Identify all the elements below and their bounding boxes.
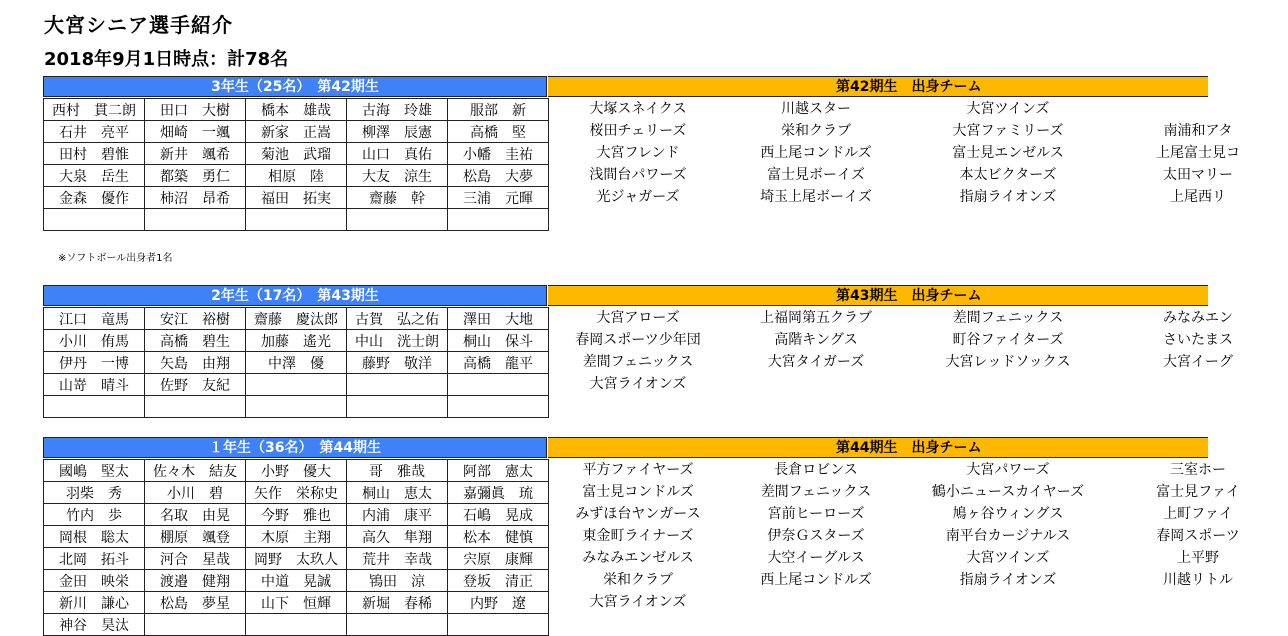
team-name: 富士見ボーイズ xyxy=(767,167,865,183)
players-row xyxy=(44,396,549,418)
player-name-cell xyxy=(448,209,549,231)
player-name-cell: 岡野 太玖人 xyxy=(246,548,347,570)
player-name-cell: 新川 謙心 xyxy=(44,592,145,614)
player-name-cell: 都築 勇仁 xyxy=(145,165,246,187)
team-name: 西上尾コンドルズ xyxy=(760,145,872,161)
player-name-cell: 石嶋 晃成 xyxy=(448,504,549,526)
player-name-cell: 金田 映栄 xyxy=(44,570,145,592)
team-name: 上尾富士見コ xyxy=(1156,145,1240,161)
players-row xyxy=(44,352,549,374)
section-header xyxy=(43,76,1200,98)
player-name-cell: 哥 雅哉 xyxy=(347,460,448,482)
section-3rd-year xyxy=(43,76,1240,207)
team-name: 春岡スポーツ少年団 xyxy=(575,332,701,348)
player-name-cell: 菊池 武瑠 xyxy=(246,143,347,165)
player-name-cell: 澤田 大地 xyxy=(448,308,549,330)
team-name: 富士見コンドルズ xyxy=(582,484,694,500)
player-name-cell: 小川 侑馬 xyxy=(44,330,145,352)
player-name-cell: 竹内 歩 xyxy=(44,504,145,526)
player-name-cell: 中澤 優 xyxy=(246,352,347,374)
player-name-cell: 鴇田 涼 xyxy=(347,570,448,592)
player-name-cell xyxy=(44,209,145,231)
players-row xyxy=(44,614,549,636)
team-name: 大宮ツインズ xyxy=(966,550,1050,566)
player-name-cell: 北岡 拓斗 xyxy=(44,548,145,570)
softball-note: ※ソフトボール出身者1名 xyxy=(58,253,173,264)
player-name-cell: 石井 亮平 xyxy=(44,121,145,143)
team-name: 西上尾コンドルズ xyxy=(760,572,872,588)
team-name: 富士見エンゼルス xyxy=(952,145,1064,161)
player-name-cell: 内浦 康平 xyxy=(347,504,448,526)
player-name-cell: 渡邉 健翔 xyxy=(145,570,246,592)
team-row xyxy=(548,503,1248,525)
player-name-cell: 矢島 由翔 xyxy=(145,352,246,374)
team-name: 大塚スネイクス xyxy=(589,101,687,117)
team-name: 浅間台パワーズ xyxy=(589,167,687,183)
player-name-cell: 中山 洸士朗 xyxy=(347,330,448,352)
teams-header-label: 第42期生 出身チーム xyxy=(836,79,982,95)
team-name: 大宮ライオンズ xyxy=(589,594,687,610)
player-name-cell xyxy=(347,209,448,231)
player-name-cell xyxy=(145,209,246,231)
page-subtitle: 2018年9月1日時点：計78名 xyxy=(44,49,289,70)
players-row xyxy=(44,548,549,570)
player-name-cell: 登坂 清正 xyxy=(448,570,549,592)
player-name-cell: 西村 貫二朗 xyxy=(44,99,145,121)
player-name-cell: 中道 晃誠 xyxy=(246,570,347,592)
player-name-cell: 三浦 元暉 xyxy=(448,187,549,209)
section-header xyxy=(43,437,1200,459)
player-name-cell: 大友 涼生 xyxy=(347,165,448,187)
player-name-cell: 阿部 憲太 xyxy=(448,460,549,482)
team-name: 大宮タイガーズ xyxy=(767,354,865,370)
player-name-cell: 山下 恒輝 xyxy=(246,592,347,614)
team-row xyxy=(548,525,1248,547)
players-row xyxy=(44,460,549,482)
players-row xyxy=(44,165,549,187)
player-name-cell: 古賀 弘之佑 xyxy=(347,308,448,330)
teams-header-label: 第44期生 出身チーム xyxy=(836,440,982,456)
player-name-cell: 宍原 康輝 xyxy=(448,548,549,570)
player-name-cell: 柳澤 辰憲 xyxy=(347,121,448,143)
player-name-cell xyxy=(145,614,246,636)
player-name-cell: 福田 拓実 xyxy=(246,187,347,209)
players-row xyxy=(44,504,549,526)
player-name-cell: 小川 碧 xyxy=(145,482,246,504)
team-name: 富士見ファイ xyxy=(1156,484,1240,500)
team-name: 太田マリー xyxy=(1163,167,1233,183)
player-name-cell: 松島 夢星 xyxy=(145,592,246,614)
team-name: 南浦和アタ xyxy=(1163,123,1233,139)
team-name: 上福岡第五クラブ xyxy=(760,310,872,326)
team-name: 平方ファイヤーズ xyxy=(582,462,694,478)
player-name-cell: 神谷 昊汰 xyxy=(44,614,145,636)
team-name: みずほ台ヤンガース xyxy=(575,506,701,522)
players-table xyxy=(43,98,549,231)
team-name: 伊奈Ｇスターズ xyxy=(767,528,865,544)
player-name-cell xyxy=(246,209,347,231)
player-name-cell: 内野 遼 xyxy=(448,592,549,614)
player-name-cell: 大泉 岳生 xyxy=(44,165,145,187)
team-row xyxy=(548,481,1248,503)
teams-header xyxy=(548,285,1208,306)
player-name-cell: 佐々木 結友 xyxy=(145,460,246,482)
player-name-cell: 木原 主翔 xyxy=(246,526,347,548)
player-name-cell: 齋藤 幹 xyxy=(347,187,448,209)
team-name: 大空イーグルス xyxy=(767,550,865,566)
player-name-cell: 新堀 春稀 xyxy=(347,592,448,614)
team-name: 上町ファイ xyxy=(1163,506,1233,522)
player-name-cell: 相原 陸 xyxy=(246,165,347,187)
team-name: 指扇ライオンズ xyxy=(959,189,1057,205)
player-name-cell: 小野 優大 xyxy=(246,460,347,482)
team-name: 大宮ツインズ xyxy=(966,101,1050,117)
section-2nd-year xyxy=(43,285,1233,394)
players-row xyxy=(44,308,549,330)
team-name: 差間フェニックス xyxy=(760,484,872,500)
team-row xyxy=(548,547,1248,569)
team-row xyxy=(548,142,1248,164)
player-name-cell xyxy=(347,374,448,396)
section-1st-year xyxy=(43,437,1240,634)
player-name-cell xyxy=(347,614,448,636)
player-name-cell: 名取 由晃 xyxy=(145,504,246,526)
player-name-cell: 矢作 栄称史 xyxy=(246,482,347,504)
players-row xyxy=(44,526,549,548)
team-row xyxy=(548,351,1248,373)
player-name-cell: 佐野 友紀 xyxy=(145,374,246,396)
team-name: 町谷ファイターズ xyxy=(952,332,1064,348)
player-name-cell: 金森 優作 xyxy=(44,187,145,209)
player-name-cell: 柿沼 昂希 xyxy=(145,187,246,209)
team-row xyxy=(548,329,1248,351)
player-name-cell xyxy=(145,396,246,418)
player-name-cell xyxy=(246,396,347,418)
player-name-cell: 高久 隼翔 xyxy=(347,526,448,548)
player-name-cell xyxy=(347,396,448,418)
team-row xyxy=(548,164,1248,186)
page-title: 大宮シニア選手紹介 xyxy=(44,13,233,37)
players-table xyxy=(43,459,549,636)
player-name-cell xyxy=(246,614,347,636)
team-name: 桜田チェリーズ xyxy=(589,123,687,139)
player-name-cell: 伊丹 一博 xyxy=(44,352,145,374)
players-header: 2年生（17名） 第43期生 xyxy=(43,285,547,306)
players-table xyxy=(43,307,549,418)
player-name-cell: 畑崎 一颯 xyxy=(145,121,246,143)
team-name: 指扇ライオンズ xyxy=(959,572,1057,588)
team-name: 栄和クラブ xyxy=(603,572,673,588)
team-row xyxy=(548,307,1248,329)
teams-header xyxy=(548,437,1208,458)
team-name: 大宮レッドソックス xyxy=(945,354,1071,370)
team-name: 大宮ファミリーズ xyxy=(952,123,1064,139)
player-name-cell xyxy=(448,614,549,636)
players-row xyxy=(44,482,549,504)
team-name: 宮前ヒーローズ xyxy=(767,506,865,522)
team-name: 鶴小ニュースカイヤーズ xyxy=(931,484,1085,500)
team-name: みなみエン xyxy=(1163,310,1233,326)
team-name: 差間フェニックス xyxy=(952,310,1064,326)
player-name-cell: 古海 玲雄 xyxy=(347,99,448,121)
teams-header xyxy=(548,76,1208,97)
team-name: 大宮イーグ xyxy=(1163,354,1233,370)
team-name: 川越リトル xyxy=(1163,572,1233,588)
players-row xyxy=(44,143,549,165)
player-name-cell: 高橋 堅 xyxy=(448,121,549,143)
players-row xyxy=(44,99,549,121)
team-name: 鳩ヶ谷ウィングス xyxy=(952,506,1064,522)
player-name-cell: 新家 正嵩 xyxy=(246,121,347,143)
team-name: 栄和クラブ xyxy=(781,123,851,139)
player-name-cell: 齋藤 慶汰郎 xyxy=(246,308,347,330)
player-name-cell: 橋本 雄哉 xyxy=(246,99,347,121)
team-row xyxy=(548,569,1248,591)
players-header: １年生（36名） 第44期生 xyxy=(43,437,547,458)
player-name-cell: 今野 雅也 xyxy=(246,504,347,526)
player-name-cell: 高橋 碧生 xyxy=(145,330,246,352)
player-name-cell: 荒井 幸哉 xyxy=(347,548,448,570)
player-name-cell: 桐山 恵太 xyxy=(347,482,448,504)
player-name-cell xyxy=(448,396,549,418)
player-name-cell: 嘉彌眞 琉 xyxy=(448,482,549,504)
players-row xyxy=(44,330,549,352)
player-name-cell: 羽柴 秀 xyxy=(44,482,145,504)
player-name-cell: 田村 碧惟 xyxy=(44,143,145,165)
team-name: 差間フェニックス xyxy=(582,354,694,370)
player-name-cell: 田口 大樹 xyxy=(145,99,246,121)
players-row xyxy=(44,592,549,614)
player-name-cell: 國嶋 堅太 xyxy=(44,460,145,482)
players-header: 3年生（25名） 第42期生 xyxy=(43,76,547,97)
player-name-cell: 桐山 保斗 xyxy=(448,330,549,352)
player-name-cell xyxy=(44,396,145,418)
player-name-cell: 棚原 颯登 xyxy=(145,526,246,548)
team-name: さいたまス xyxy=(1163,332,1233,348)
player-name-cell: 藤野 敬洋 xyxy=(347,352,448,374)
player-name-cell: 高橋 龍平 xyxy=(448,352,549,374)
team-name: 川越スター xyxy=(781,101,851,117)
team-row xyxy=(548,98,1248,120)
player-name-cell: 安江 裕樹 xyxy=(145,308,246,330)
team-name: 南平台カージナルス xyxy=(945,528,1071,544)
team-name: 大宮アローズ xyxy=(596,310,680,326)
team-row xyxy=(548,459,1248,481)
player-name-cell: 河合 星哉 xyxy=(145,548,246,570)
teams-header-label: 第43期生 出身チーム xyxy=(836,288,982,304)
team-name: 大宮パワーズ xyxy=(966,462,1050,478)
team-name: 高階キングス xyxy=(774,332,858,348)
team-name: みなみエンゼルス xyxy=(582,550,694,566)
player-name-cell: 松本 健慎 xyxy=(448,526,549,548)
players-row xyxy=(44,374,549,396)
player-name-cell: 小幡 圭祐 xyxy=(448,143,549,165)
team-row xyxy=(548,120,1248,142)
team-row xyxy=(548,373,1248,395)
team-name: 大宮ライオンズ xyxy=(589,376,687,392)
section-header xyxy=(43,285,1200,307)
players-row xyxy=(44,570,549,592)
team-row xyxy=(548,186,1248,208)
player-name-cell: 服部 新 xyxy=(448,99,549,121)
player-name-cell: 新井 颯希 xyxy=(145,143,246,165)
player-name-cell: 山口 真佑 xyxy=(347,143,448,165)
team-name: 上平野 xyxy=(1177,550,1219,566)
player-name-cell xyxy=(246,374,347,396)
team-name: 光ジャガーズ xyxy=(596,189,680,205)
player-name-cell: 山嵜 晴斗 xyxy=(44,374,145,396)
player-name-cell: 加藤 遙光 xyxy=(246,330,347,352)
team-name: 長倉ロビンス xyxy=(774,462,858,478)
team-name: 埼玉上尾ボーイズ xyxy=(760,189,872,205)
players-row xyxy=(44,121,549,143)
player-name-cell: 江口 竜馬 xyxy=(44,308,145,330)
team-row xyxy=(548,591,1248,613)
player-name-cell: 岡根 聡太 xyxy=(44,526,145,548)
team-name: 東金町ライナーズ xyxy=(582,528,694,544)
player-name-cell: 松島 大夢 xyxy=(448,165,549,187)
team-name: 三室ホー xyxy=(1170,462,1226,478)
player-name-cell xyxy=(448,374,549,396)
team-name: 本太ビクターズ xyxy=(959,167,1057,183)
team-name: 大宮フレンド xyxy=(596,145,680,161)
players-row xyxy=(44,187,549,209)
team-name: 上尾西リ xyxy=(1170,189,1226,205)
players-row xyxy=(44,209,549,231)
team-name: 春岡スポーツ xyxy=(1156,528,1240,544)
